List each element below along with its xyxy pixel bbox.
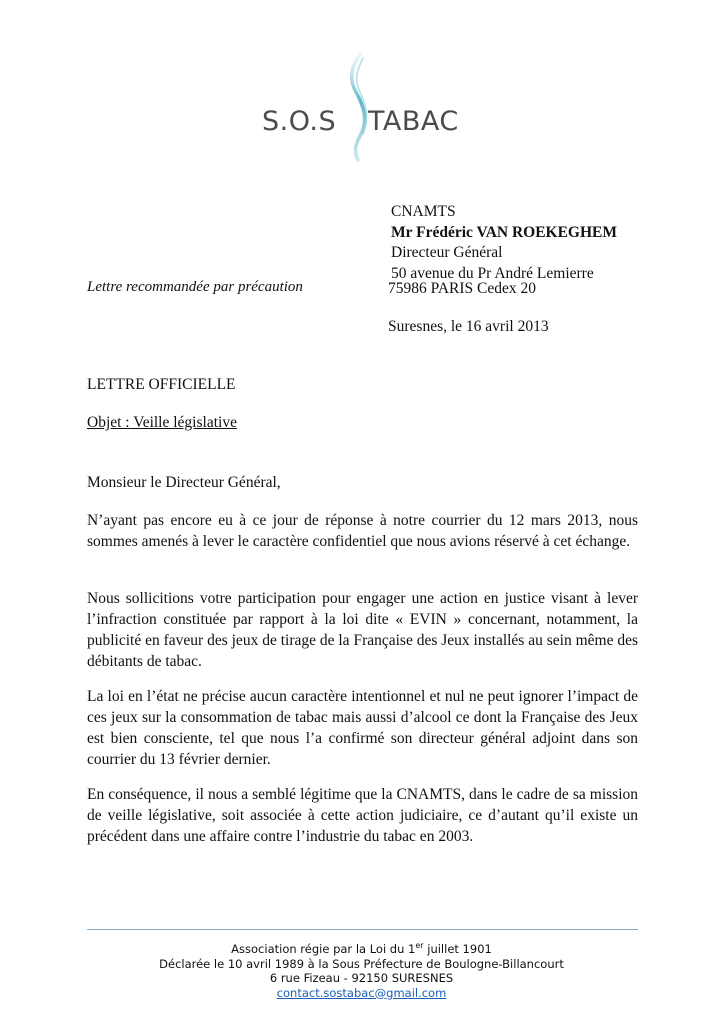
recipient-name: Mr Frédéric VAN ROEKEGHEM — [391, 223, 618, 241]
footer-divider — [87, 929, 638, 930]
footer-line1-sup: er — [415, 941, 424, 951]
recipient-title: Directeur Général — [391, 244, 503, 261]
footer-address-line: 6 rue Fizeau - 92150 SURESNES — [269, 971, 454, 985]
body-paragraph-3: La loi en l’état ne précise aucun caractère intentionnel et nul ne peut ignorer l’impact de ces jeux sur la consommation de tabac mais aussi d’alcool ce dont la Française des Jeux est bien consciente, tel que nous l’a confirmé son directeur général adjoint dans son courrier du 13 février dernier. — [87, 688, 638, 768]
body-paragraph-2: Nous sollicitions votre participation pour engager une action en justice visant à lever l’infraction constituée par rapport à la loi dite « EVIN » concernant, notamment, la publicité en faveur des jeux de tirage de la Française des Jeux installés au sein même des débitants de tabac. — [87, 590, 638, 670]
letter-heading: LETTRE OFFICIELLE — [87, 376, 236, 393]
sos-tabac-logo — [262, 52, 462, 162]
recipient-city: 75986 PARIS Cedex 20 — [388, 280, 536, 297]
recipient-street: 50 avenue du Pr André Lemierre — [391, 264, 594, 282]
logo-text-sos: S.O.S — [262, 106, 337, 137]
body-paragraph-4: En conséquence, il nous a semblé légitime que la CNAMTS, dans le cadre de sa mission de veille législative, soit associée à cette action judiciaire, ce d’autant qu’il existe un précédent dans une affaire contre l’industrie du tabac en 2003. — [87, 786, 638, 845]
footer-line1-start: Association régie par la Loi du 1 — [231, 942, 416, 956]
footer-association-line — [0, 942, 723, 957]
footer — [0, 942, 723, 1000]
salutation: Monsieur le Directeur Général, — [87, 474, 281, 491]
contact-email-link[interactable]: contact.sostabac@gmail.com — [276, 985, 447, 1000]
recipient-address — [391, 202, 617, 284]
footer-declaration-line: Déclarée le 10 avril 1989 à la Sous Préfecture de Boulogne-Billancourt — [159, 956, 564, 971]
letter-subject: Objet : Veille législative — [87, 414, 237, 431]
recipient-city-block — [388, 279, 536, 300]
recipient-org: CNAMTS — [391, 203, 456, 220]
registered-mail-note: Lettre recommandée par précaution — [87, 279, 303, 295]
body-paragraph-1: N’ayant pas encore eu à ce jour de réponse à notre courrier du 12 mars 2013, nous sommes amenés à lever le caractère confidentiel que nous avions réservé à cet échange. — [87, 512, 638, 550]
place-and-date: Suresnes, le 16 avril 2013 — [388, 318, 549, 335]
footer-line1-end: juillet 1901 — [423, 942, 492, 956]
logo-text-tabac: TABAC — [368, 106, 459, 137]
